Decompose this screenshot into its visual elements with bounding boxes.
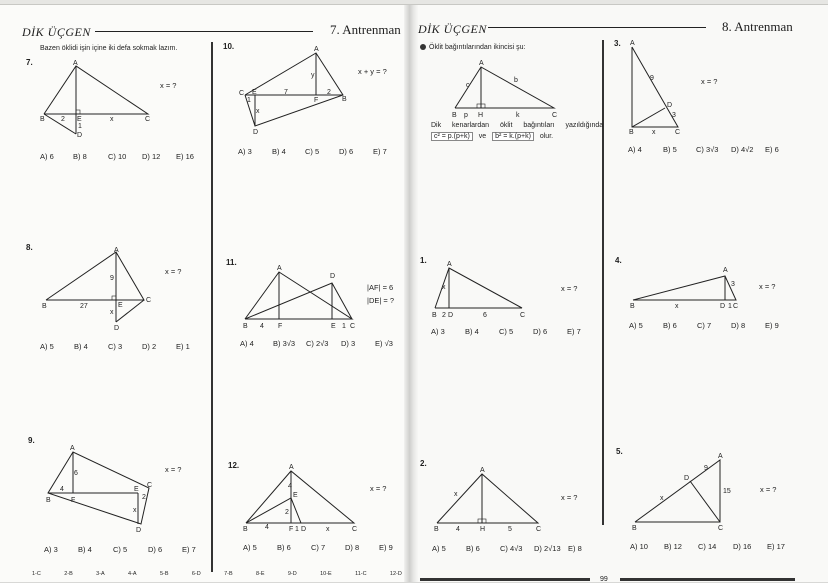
q7-diagram bbox=[40, 58, 160, 138]
option-a[interactable]: A) 5 bbox=[243, 543, 257, 552]
option-b[interactable]: B) 4 bbox=[465, 327, 479, 336]
svg-text:x: x bbox=[110, 309, 114, 316]
svg-text:D: D bbox=[448, 312, 454, 319]
svg-text:3: 3 bbox=[731, 281, 735, 288]
question-ask: x = ? bbox=[760, 485, 777, 494]
svg-text:A: A bbox=[723, 267, 728, 274]
svg-text:7: 7 bbox=[284, 89, 288, 96]
answer-key-item: 7-B bbox=[224, 571, 233, 577]
option-e[interactable]: E) 9 bbox=[765, 321, 779, 330]
book-gutter bbox=[404, 0, 418, 582]
question-number: 10. bbox=[223, 42, 235, 51]
svg-text:H: H bbox=[480, 526, 486, 533]
svg-text:A: A bbox=[479, 60, 484, 67]
option-a[interactable]: A) 5 bbox=[432, 544, 446, 553]
option-c[interactable]: C) 14 bbox=[698, 542, 717, 551]
question-number: 8. bbox=[26, 243, 33, 252]
column-divider bbox=[602, 40, 604, 525]
option-c[interactable]: C) 7 bbox=[697, 321, 712, 330]
question-number: 3. bbox=[614, 39, 621, 48]
answer-key-item: 2-B bbox=[64, 571, 73, 577]
answer-key-item: 1-C bbox=[32, 571, 41, 577]
option-a[interactable]: A) 4 bbox=[240, 339, 254, 348]
question-ask: x = ? bbox=[561, 493, 578, 502]
svg-text:D: D bbox=[301, 526, 307, 533]
theory-diagram bbox=[454, 62, 564, 117]
question-number: 7. bbox=[26, 58, 33, 67]
svg-text:C: C bbox=[536, 526, 542, 533]
q12-diagram bbox=[245, 466, 360, 531]
option-a[interactable]: A) 3 bbox=[238, 147, 252, 156]
question-ask: x = ? bbox=[370, 484, 387, 493]
svg-text:E: E bbox=[331, 323, 336, 330]
q8-diagram bbox=[42, 247, 164, 332]
svg-text:F: F bbox=[278, 323, 283, 330]
svg-text:B: B bbox=[46, 497, 51, 504]
answer-options bbox=[629, 321, 779, 330]
option-a[interactable]: A) 5 bbox=[40, 342, 54, 351]
theory-intro-text: Öklit bağıntılarından ikincisi şu: bbox=[429, 44, 526, 51]
svg-text:4: 4 bbox=[288, 483, 292, 490]
svg-text:E: E bbox=[77, 116, 82, 123]
option-e[interactable]: E) 7 bbox=[182, 545, 196, 554]
r-q3-diagram bbox=[629, 40, 690, 136]
section-title: DİK ÜÇGEN bbox=[22, 25, 91, 39]
answer-options bbox=[630, 542, 785, 551]
svg-text:E: E bbox=[293, 492, 298, 499]
intro-text: Bazen öklidi işin içine iki defa sokmak lazım. bbox=[40, 45, 178, 52]
option-b[interactable]: B) 6 bbox=[277, 543, 291, 552]
question-ask: x = ? bbox=[759, 282, 776, 291]
option-d[interactable]: D) 4√2 bbox=[731, 145, 754, 154]
option-b[interactable]: B) 6 bbox=[663, 321, 677, 330]
option-d[interactable]: D) 3 bbox=[341, 339, 356, 348]
svg-text:C: C bbox=[350, 323, 356, 330]
question-number: 9. bbox=[28, 436, 35, 445]
svg-text:y: y bbox=[311, 72, 315, 79]
footer-rule-left bbox=[420, 578, 590, 581]
svg-text:D: D bbox=[667, 102, 673, 109]
bullet-icon bbox=[420, 44, 426, 50]
option-d[interactable]: D) 12 bbox=[142, 152, 161, 161]
question-number: 4. bbox=[615, 256, 622, 265]
answer-options bbox=[40, 342, 190, 351]
svg-text:C: C bbox=[239, 90, 245, 97]
svg-text:1: 1 bbox=[295, 526, 299, 533]
page-number: 99 bbox=[600, 576, 608, 583]
svg-text:x: x bbox=[652, 129, 656, 136]
svg-text:D: D bbox=[330, 273, 336, 280]
answer-options bbox=[432, 544, 582, 553]
question-ask: x = ? bbox=[165, 267, 182, 276]
option-b[interactable]: B) 6 bbox=[466, 544, 480, 553]
option-e[interactable]: E) 8 bbox=[568, 544, 582, 553]
answer-options bbox=[243, 543, 393, 552]
option-b[interactable]: B) 5 bbox=[663, 145, 677, 154]
svg-text:F: F bbox=[71, 497, 76, 504]
r-q2-diagram bbox=[434, 465, 546, 533]
svg-text:C: C bbox=[552, 112, 558, 119]
svg-text:4: 4 bbox=[260, 323, 264, 330]
svg-text:B: B bbox=[452, 112, 457, 119]
answer-key-item: 4-A bbox=[128, 571, 137, 577]
option-d[interactable]: D) 2√13 bbox=[534, 544, 561, 553]
svg-text:x: x bbox=[256, 108, 260, 115]
section-title: DİK ÜÇGEN bbox=[418, 22, 487, 36]
option-c[interactable]: C) 5 bbox=[499, 327, 514, 336]
svg-text:D: D bbox=[114, 325, 120, 332]
q9-diagram bbox=[46, 445, 156, 534]
svg-text:A: A bbox=[277, 265, 282, 272]
svg-text:A: A bbox=[289, 464, 294, 471]
r-q5-diagram bbox=[632, 453, 734, 532]
q10-diagram bbox=[239, 46, 353, 138]
svg-text:1: 1 bbox=[342, 323, 346, 330]
svg-text:x: x bbox=[133, 507, 137, 514]
theory-intro bbox=[420, 44, 526, 51]
option-e[interactable]: E) 16 bbox=[176, 152, 194, 161]
option-d[interactable]: D) 16 bbox=[733, 542, 752, 551]
svg-text:5: 5 bbox=[508, 526, 512, 533]
svg-text:1: 1 bbox=[728, 303, 732, 310]
label: A bbox=[73, 60, 78, 67]
svg-text:D: D bbox=[720, 303, 726, 310]
option-e[interactable]: E) √3 bbox=[375, 339, 393, 348]
svg-text:C: C bbox=[146, 297, 152, 304]
option-c[interactable]: C) 2√3 bbox=[306, 339, 329, 348]
scan-top-edge bbox=[0, 0, 828, 5]
question-ask: x = ? bbox=[160, 81, 177, 90]
svg-text:4: 4 bbox=[456, 526, 460, 533]
svg-text:x: x bbox=[110, 116, 114, 123]
answer-key-item: 3-A bbox=[96, 571, 105, 577]
svg-text:c: c bbox=[466, 82, 470, 89]
svg-text:B: B bbox=[432, 312, 437, 319]
svg-text:2: 2 bbox=[327, 89, 331, 96]
option-d[interactable]: D) 2 bbox=[142, 342, 157, 351]
option-d[interactable]: D) 8 bbox=[345, 543, 360, 552]
option-b[interactable]: B) 12 bbox=[664, 542, 682, 551]
header-rule bbox=[95, 31, 313, 32]
svg-text:6: 6 bbox=[483, 312, 487, 319]
svg-text:p: p bbox=[464, 112, 468, 119]
question-number: 1. bbox=[420, 256, 427, 265]
svg-text:4: 4 bbox=[265, 524, 269, 531]
answer-key-item: 12-D bbox=[389, 571, 402, 577]
option-a[interactable]: A) 4 bbox=[628, 145, 642, 154]
option-d[interactable]: D) 6 bbox=[533, 327, 548, 336]
question-ask: x = ? bbox=[701, 77, 718, 86]
svg-text:C: C bbox=[733, 303, 739, 310]
question-ask: x + y = ? bbox=[358, 67, 387, 76]
r-q4-diagram bbox=[632, 266, 747, 311]
svg-text:F: F bbox=[289, 526, 294, 533]
option-a[interactable]: A) 5 bbox=[629, 321, 643, 330]
svg-text:H: H bbox=[478, 112, 484, 119]
question-number: 2. bbox=[420, 459, 427, 468]
footer-rule-right bbox=[620, 578, 795, 581]
question-number: 11. bbox=[226, 258, 237, 267]
training-title: 7. Antrenman bbox=[330, 22, 401, 37]
svg-text:A: A bbox=[480, 467, 485, 474]
header-rule bbox=[488, 27, 706, 28]
option-b[interactable]: B) 4 bbox=[74, 342, 88, 351]
svg-text:F: F bbox=[314, 97, 319, 104]
svg-text:C: C bbox=[145, 116, 151, 123]
option-d[interactable]: D) 8 bbox=[731, 321, 746, 330]
svg-text:C: C bbox=[675, 129, 681, 136]
svg-text:9: 9 bbox=[110, 275, 114, 282]
option-b[interactable]: B) 3√3 bbox=[273, 339, 296, 348]
svg-text:x: x bbox=[660, 495, 664, 502]
option-a[interactable]: A) 6 bbox=[40, 152, 54, 161]
option-c[interactable]: C) 5 bbox=[113, 545, 128, 554]
answer-options bbox=[44, 545, 196, 554]
svg-text:4: 4 bbox=[60, 486, 64, 493]
svg-text:C: C bbox=[352, 526, 358, 533]
answer-options bbox=[40, 152, 194, 161]
option-e[interactable]: E) 6 bbox=[765, 145, 779, 154]
option-c[interactable]: C) 4√3 bbox=[500, 544, 523, 553]
option-e[interactable]: E) 9 bbox=[379, 543, 393, 552]
training-title: 8. Antrenman bbox=[722, 19, 793, 34]
svg-text:A: A bbox=[630, 40, 635, 47]
svg-text:1: 1 bbox=[78, 123, 82, 130]
svg-text:6: 6 bbox=[74, 470, 78, 477]
option-e[interactable]: E) 7 bbox=[567, 327, 581, 336]
answer-options bbox=[628, 145, 779, 154]
svg-text:E: E bbox=[118, 302, 123, 309]
option-d[interactable]: D) 6 bbox=[339, 147, 354, 156]
option-a[interactable]: A) 3 bbox=[431, 327, 445, 336]
option-c[interactable]: C) 3√3 bbox=[696, 145, 719, 154]
svg-text:B: B bbox=[243, 323, 248, 330]
svg-text:x: x bbox=[442, 284, 446, 291]
answer-key bbox=[32, 571, 402, 577]
option-b[interactable]: B) 4 bbox=[78, 545, 92, 554]
option-e[interactable]: E) 1 bbox=[176, 342, 190, 351]
svg-text:2: 2 bbox=[61, 116, 65, 123]
option-e[interactable]: E) 7 bbox=[373, 147, 387, 156]
option-c[interactable]: C) 10 bbox=[108, 152, 127, 161]
answer-options bbox=[238, 147, 387, 156]
r-q1-diagram bbox=[434, 262, 544, 317]
svg-text:B: B bbox=[243, 526, 248, 533]
svg-text:B: B bbox=[629, 129, 634, 136]
option-c[interactable]: C) 3 bbox=[108, 342, 123, 351]
svg-text:1: 1 bbox=[247, 97, 251, 104]
svg-text:A: A bbox=[314, 46, 319, 53]
svg-text:B: B bbox=[342, 96, 347, 103]
answer-options bbox=[431, 327, 581, 336]
question-number: 5. bbox=[616, 447, 623, 456]
svg-text:E: E bbox=[252, 89, 257, 96]
question-ask-line2: |DE| = ? bbox=[367, 296, 395, 305]
option-a[interactable]: A) 10 bbox=[630, 542, 648, 551]
suffix-text: olur. bbox=[539, 133, 554, 140]
svg-text:D: D bbox=[684, 475, 690, 482]
question-ask-line1: |AF| = 6 bbox=[367, 283, 394, 292]
svg-text:3: 3 bbox=[672, 112, 676, 119]
svg-text:x: x bbox=[326, 526, 330, 533]
q11-diagram bbox=[243, 262, 358, 332]
option-b[interactable]: B) 8 bbox=[73, 152, 87, 161]
svg-text:C: C bbox=[520, 312, 526, 319]
formula-line bbox=[431, 133, 553, 140]
svg-text:B: B bbox=[42, 303, 47, 310]
formula-b: b² = k.(p+k) bbox=[492, 132, 534, 141]
answer-options bbox=[240, 339, 393, 348]
left-header bbox=[22, 23, 91, 41]
theory-text: Dik kenarlardan öklit bağıntıları yazıldığında bbox=[431, 122, 604, 129]
answer-key-item: 10-E bbox=[320, 571, 332, 577]
svg-text:2: 2 bbox=[285, 509, 289, 516]
svg-text:C: C bbox=[718, 525, 724, 532]
question-ask: x = ? bbox=[561, 284, 578, 293]
connector-text: ve bbox=[478, 133, 487, 140]
svg-text:A: A bbox=[70, 445, 75, 452]
svg-text:9: 9 bbox=[704, 465, 708, 472]
svg-text:A: A bbox=[447, 261, 452, 268]
svg-text:9: 9 bbox=[650, 75, 654, 82]
answer-key-item: 6-D bbox=[191, 571, 201, 577]
svg-text:27: 27 bbox=[80, 303, 88, 310]
right-header bbox=[418, 20, 487, 38]
formula-c: c² = p.(p+k) bbox=[431, 132, 473, 141]
answer-key-item: 11-C bbox=[355, 571, 367, 577]
svg-text:C: C bbox=[147, 482, 153, 489]
option-d[interactable]: D) 6 bbox=[148, 545, 163, 554]
option-b[interactable]: B) 4 bbox=[272, 147, 286, 156]
question-number: 12. bbox=[228, 461, 240, 470]
option-c[interactable]: C) 7 bbox=[311, 543, 326, 552]
option-a[interactable]: A) 3 bbox=[44, 545, 58, 554]
answer-key-item: 8-E bbox=[255, 571, 265, 577]
svg-text:D: D bbox=[77, 132, 83, 139]
svg-text:b: b bbox=[514, 77, 518, 84]
svg-text:k: k bbox=[516, 112, 520, 119]
svg-text:A: A bbox=[718, 453, 723, 460]
answer-key-item: 9-D bbox=[287, 571, 297, 577]
svg-text:E: E bbox=[134, 486, 139, 493]
svg-text:x: x bbox=[675, 303, 679, 310]
svg-text:D: D bbox=[253, 129, 259, 136]
option-e[interactable]: E) 17 bbox=[767, 542, 785, 551]
option-c[interactable]: C) 5 bbox=[305, 147, 320, 156]
svg-text:A: A bbox=[114, 247, 119, 254]
answer-key-item: 5-B bbox=[159, 571, 169, 577]
svg-text:B: B bbox=[434, 526, 439, 533]
column-divider bbox=[211, 42, 213, 572]
svg-text:D: D bbox=[136, 527, 142, 534]
svg-text:B: B bbox=[632, 525, 637, 532]
svg-text:2: 2 bbox=[142, 494, 146, 501]
svg-text:x: x bbox=[454, 491, 458, 498]
svg-text:15: 15 bbox=[723, 488, 731, 495]
svg-text:B: B bbox=[40, 116, 45, 123]
question-ask: x = ? bbox=[165, 465, 182, 474]
svg-text:2: 2 bbox=[442, 312, 446, 319]
svg-text:B: B bbox=[630, 303, 635, 310]
